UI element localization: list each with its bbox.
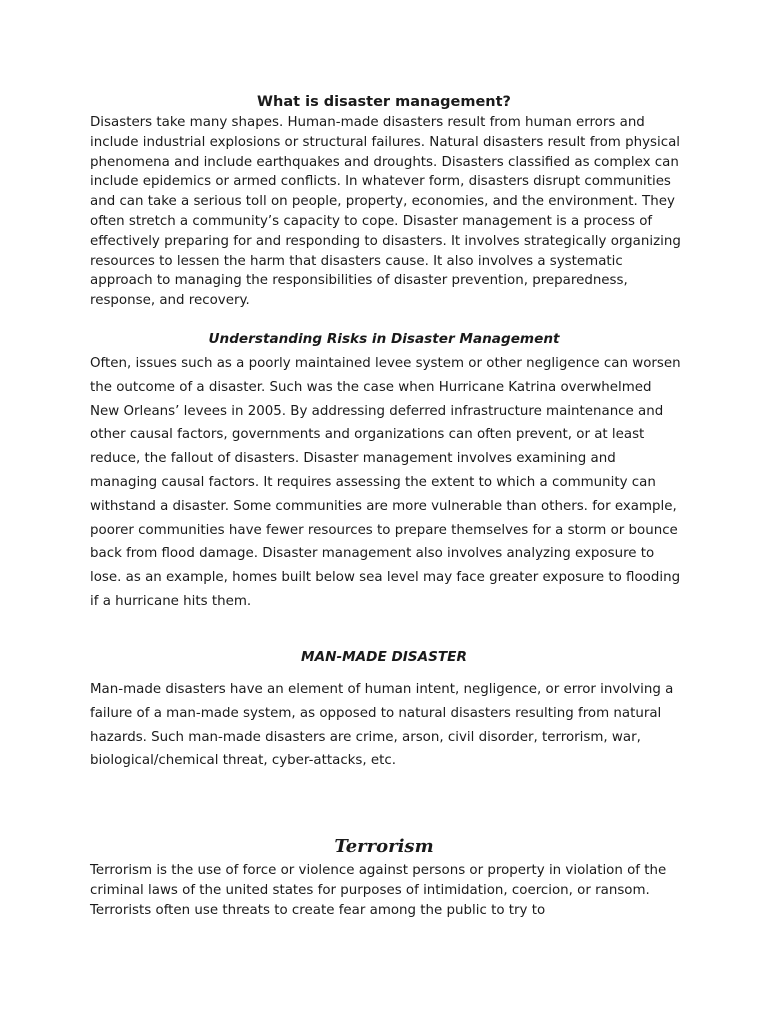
- risks-section: [90, 352, 682, 614]
- terrorism-heading: Terrorism: [334, 836, 434, 857]
- terrorism-section: [90, 861, 682, 920]
- manmade-heading: MAN-MADE DISASTER: [301, 649, 467, 665]
- page-title: What is disaster management?: [257, 94, 511, 110]
- terrorism-paragraph: Terrorism is the use of force or violence against persons or property in violation of the criminal laws of the united states for purposes of intimidation, coercion, or ransom. Terrorists often use threats to create fear among the public to try to: [90, 863, 667, 918]
- risks-heading: Understanding Risks in Disaster Management: [208, 331, 560, 347]
- intro-paragraph: Disasters take many shapes. Human-made disasters result from human errors and include industrial explosions or structural failures. Natural disasters result from physical phenomena and include earthquakes and droughts. Disasters classified as complex can include epidemics or armed conflicts. In whatever form, disasters disrupt communities and can take a serious toll on people, property, economies, and the environment. They often stretch a community’s capacity to cope. Disaster management is a process of effectively preparing for and responding to disasters. It involves strategically organizing resources to lessen the harm that disasters cause. It also involves a systematic approach to managing the responsibilities of disaster prevention, preparedness, response, and recovery.: [90, 115, 681, 309]
- manmade-section: [90, 678, 682, 773]
- intro-section: [90, 113, 682, 311]
- manmade-paragraph: Man-made disasters have an element of human intent, negligence, or error involving a failure of a man-made system, as opposed to natural disasters resulting from natural hazards. Such man-made disasters are crime, arson, civil disorder, terrorism, war, biological/chemical threat, cyber-attacks, etc.: [90, 682, 674, 769]
- risks-paragraph: Often, issues such as a poorly maintained levee system or other negligence can worsen the outcome of a disaster. Such was the case when Hurricane Katrina overwhelmed New Orleans’ levees in 2005. By addressing deferred infrastructure maintenance and other causal factors, governments and organizations can often prevent, or at least reduce, the fallout of disasters. Disaster management involves examining and managing causal factors. It requires assessing the extent to which a community can withstand a disaster. Some communities are more vulnerable than others. for example, poorer communities have fewer resources to prepare themselves for a storm or bounce back from flood damage. Disaster management also involves analyzing exposure to lose. as an example, homes built below sea level may face greater exposure to flooding if a hurricane hits them.: [90, 356, 681, 609]
